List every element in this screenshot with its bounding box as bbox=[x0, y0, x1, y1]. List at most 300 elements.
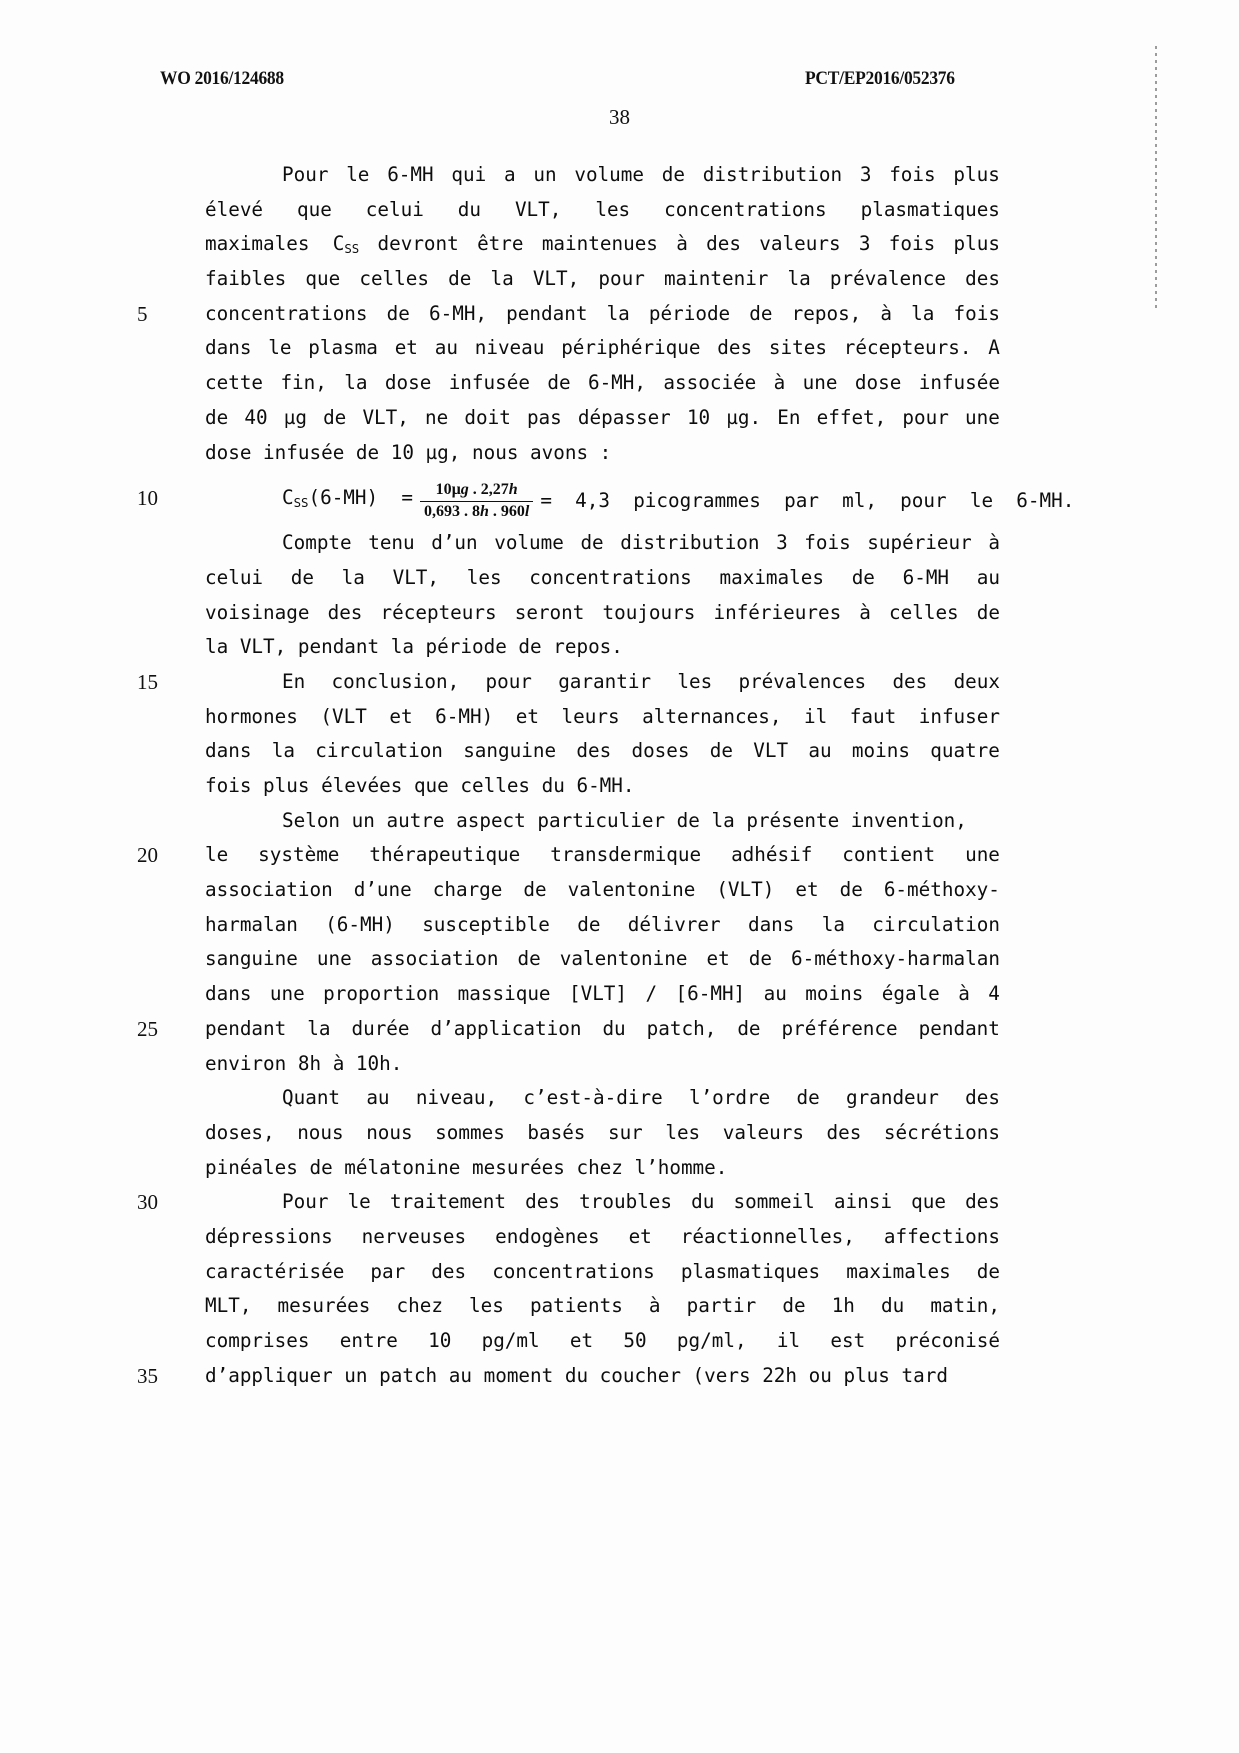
word: cette bbox=[205, 371, 264, 395]
word: la bbox=[341, 565, 365, 589]
word: pendant bbox=[205, 1016, 287, 1040]
line-number: 5 bbox=[137, 301, 148, 326]
word: dépressions bbox=[205, 1224, 333, 1248]
word: ainsi bbox=[833, 1190, 892, 1214]
word: valentonine bbox=[567, 878, 696, 902]
word: à bbox=[773, 371, 786, 395]
word: VLT, bbox=[514, 197, 562, 221]
word: la bbox=[911, 301, 935, 325]
word: plasmatiques bbox=[680, 1259, 821, 1283]
word: du bbox=[602, 1016, 626, 1040]
justified-line bbox=[205, 1116, 1000, 1151]
word: de bbox=[796, 1086, 820, 1110]
word: effet, bbox=[816, 405, 887, 429]
word: 10 bbox=[686, 405, 711, 429]
flush-line bbox=[205, 436, 1000, 471]
justified-line bbox=[205, 838, 1000, 873]
word: prévalences bbox=[738, 669, 867, 693]
line-number: 20 bbox=[137, 843, 158, 868]
text-line bbox=[205, 262, 1000, 297]
word: le bbox=[205, 843, 229, 867]
word: de bbox=[580, 531, 604, 555]
justified-line bbox=[205, 526, 1000, 561]
word: dose bbox=[384, 371, 432, 395]
text-line bbox=[205, 193, 1000, 228]
word: et bbox=[706, 947, 730, 971]
word: maximales bbox=[846, 1259, 951, 1283]
denominator-unit: l bbox=[524, 503, 530, 521]
word: Pour bbox=[282, 1190, 329, 1214]
text-line bbox=[205, 942, 1000, 977]
word: concentrations bbox=[664, 197, 827, 221]
word: prévalence bbox=[829, 267, 946, 291]
word: faut bbox=[849, 704, 897, 728]
text-line bbox=[205, 1081, 1000, 1116]
word: valeurs bbox=[759, 232, 841, 256]
word: proportion bbox=[323, 982, 440, 1006]
word: distribution bbox=[620, 531, 760, 555]
word: dans bbox=[747, 912, 795, 936]
word: celui bbox=[365, 197, 424, 221]
word: fois bbox=[888, 232, 936, 256]
word: hormones bbox=[205, 704, 298, 728]
word: voisinage bbox=[205, 600, 310, 624]
justified-line bbox=[205, 1220, 1000, 1255]
line-number: 25 bbox=[137, 1016, 158, 1041]
flush-line bbox=[205, 1151, 1000, 1186]
application-number: PCT/EP2016/052376 bbox=[805, 68, 955, 89]
word: de bbox=[290, 565, 314, 589]
fraction-denominator bbox=[420, 501, 533, 522]
word: massique bbox=[457, 982, 551, 1006]
word: préférence bbox=[781, 1016, 898, 1040]
text-line bbox=[205, 596, 1000, 631]
text-line bbox=[205, 331, 1000, 366]
justified-line bbox=[205, 734, 1000, 769]
word: une bbox=[965, 843, 1000, 867]
word: plasma bbox=[308, 336, 378, 360]
word: des bbox=[525, 1190, 560, 1214]
justified-line bbox=[205, 331, 1000, 366]
word: ne bbox=[425, 405, 449, 429]
justified-line bbox=[205, 700, 1000, 735]
word: à bbox=[880, 301, 893, 325]
word: Pour bbox=[282, 163, 329, 186]
word: à bbox=[676, 232, 688, 256]
word: VLT, bbox=[392, 565, 440, 589]
word: la bbox=[821, 912, 845, 936]
word: la bbox=[787, 267, 811, 291]
word: il bbox=[803, 704, 828, 728]
word: de bbox=[737, 1016, 761, 1040]
word: (VLT) bbox=[716, 878, 775, 902]
word: dose bbox=[854, 371, 902, 395]
word: troubles bbox=[579, 1190, 673, 1214]
word: maximales bbox=[719, 565, 824, 589]
flush-line bbox=[205, 630, 1000, 665]
word: µg. bbox=[726, 405, 762, 429]
word: 6-MH bbox=[902, 565, 950, 589]
word: et bbox=[569, 1329, 594, 1352]
word: au bbox=[366, 1086, 390, 1110]
word: de bbox=[661, 163, 685, 186]
word: de bbox=[851, 565, 875, 589]
word: pendant bbox=[918, 1016, 1000, 1040]
word: VLT, bbox=[362, 405, 409, 429]
word: doses bbox=[631, 739, 690, 763]
text-line bbox=[205, 1047, 1000, 1082]
word: des bbox=[965, 1086, 1000, 1110]
word: d’application bbox=[430, 1016, 582, 1040]
text-line bbox=[137, 1185, 1000, 1220]
text-line bbox=[137, 1012, 1000, 1047]
numerator-unit: h bbox=[508, 481, 518, 499]
word: au bbox=[763, 982, 787, 1006]
word: partir bbox=[686, 1294, 757, 1318]
word: la bbox=[271, 739, 295, 763]
word: sites bbox=[768, 336, 827, 360]
justified-line bbox=[205, 1081, 1000, 1116]
word: sanguine bbox=[463, 739, 557, 763]
word: des bbox=[965, 1190, 1000, 1214]
word: des bbox=[826, 1120, 862, 1144]
word: VLT bbox=[753, 739, 789, 763]
justified-line bbox=[205, 297, 1000, 332]
word: nous bbox=[297, 1120, 344, 1144]
word: toujours bbox=[602, 600, 696, 624]
word: endogènes bbox=[495, 1224, 600, 1248]
word: que bbox=[305, 267, 341, 291]
word: volume bbox=[574, 163, 644, 186]
word: de bbox=[839, 878, 863, 902]
formula-css: C bbox=[282, 486, 294, 510]
word: chez bbox=[396, 1294, 443, 1318]
word: circulation bbox=[872, 912, 1000, 936]
word: de bbox=[976, 1259, 1000, 1283]
word: celles bbox=[889, 600, 959, 624]
word: En bbox=[282, 669, 306, 693]
word: grandeur bbox=[846, 1086, 939, 1110]
word: 40 bbox=[244, 405, 268, 429]
justified-line bbox=[205, 401, 1000, 436]
word: la bbox=[606, 301, 630, 325]
word: la bbox=[490, 267, 514, 291]
justified-line bbox=[205, 366, 1000, 401]
justified-line bbox=[205, 1012, 1000, 1047]
word: une bbox=[269, 982, 305, 1006]
word: fois bbox=[804, 531, 851, 555]
word: que bbox=[297, 197, 332, 221]
word: du bbox=[881, 1294, 905, 1318]
text-line bbox=[205, 908, 1000, 943]
word: de bbox=[749, 301, 773, 325]
sentence: la VLT, pendant la période de repos. bbox=[205, 635, 623, 659]
word: transdermique bbox=[550, 843, 702, 867]
sentence: environ 8h à 10h. bbox=[205, 1051, 403, 1075]
word: d’un bbox=[431, 531, 478, 555]
text-line bbox=[137, 838, 1000, 873]
text-line bbox=[205, 1255, 1000, 1290]
word: à bbox=[958, 982, 970, 1006]
word: maintenir bbox=[663, 267, 769, 291]
word: de bbox=[748, 947, 772, 971]
word: une bbox=[316, 947, 352, 971]
word: faibles bbox=[205, 267, 287, 291]
word: le bbox=[347, 1190, 371, 1214]
justified-line bbox=[205, 873, 1000, 908]
word: dans bbox=[205, 739, 252, 763]
flush-line bbox=[205, 1047, 1000, 1082]
word: volume bbox=[494, 531, 564, 555]
word: les bbox=[469, 1294, 504, 1318]
word: caractérisée bbox=[205, 1259, 345, 1283]
word: 1h bbox=[831, 1294, 855, 1318]
word: de bbox=[782, 1294, 806, 1318]
text-line bbox=[205, 526, 1000, 561]
justified-line bbox=[205, 908, 1000, 943]
flush-line bbox=[205, 804, 1077, 839]
word: 50 bbox=[623, 1329, 647, 1352]
text-line bbox=[205, 158, 1000, 193]
word: distribution bbox=[702, 163, 843, 186]
word: nerveuses bbox=[361, 1224, 467, 1248]
word: de bbox=[517, 947, 541, 971]
document-body bbox=[137, 158, 1075, 1393]
word: pas bbox=[526, 405, 562, 429]
line-number: 10 bbox=[137, 486, 158, 511]
justified-line bbox=[205, 262, 1000, 297]
justified-line bbox=[205, 158, 1000, 193]
word: un bbox=[533, 163, 557, 186]
word: moins bbox=[805, 982, 864, 1006]
word: (VLT bbox=[320, 704, 367, 728]
flush-line bbox=[205, 1359, 1000, 1394]
word: la bbox=[307, 1016, 331, 1040]
word: préconisé bbox=[895, 1329, 1000, 1352]
word: au bbox=[976, 565, 1000, 589]
word: thérapeutique bbox=[369, 843, 521, 867]
word: deux bbox=[953, 669, 1000, 693]
word: niveau bbox=[474, 336, 545, 360]
text-line bbox=[205, 401, 1000, 436]
word: supérieur bbox=[867, 531, 972, 555]
word: qui bbox=[451, 163, 487, 186]
text-line bbox=[205, 734, 1000, 769]
word: de bbox=[577, 912, 601, 936]
word: affections bbox=[883, 1224, 1000, 1248]
formula-lhs-rest: (6-MH) = bbox=[308, 486, 413, 510]
word: 3 bbox=[776, 531, 788, 555]
text-line bbox=[205, 1116, 1000, 1151]
word: susceptible bbox=[422, 912, 550, 936]
formula-rhs: = 4,3 picogrammes par ml, pour le 6-MH. bbox=[540, 488, 1075, 512]
word: des bbox=[717, 336, 753, 360]
text-line bbox=[137, 1359, 1000, 1394]
word: basés bbox=[527, 1120, 586, 1144]
word: VLT, bbox=[532, 267, 580, 291]
formula-line bbox=[137, 470, 1075, 526]
word: valeurs bbox=[722, 1120, 804, 1144]
word: infuser bbox=[918, 704, 1000, 728]
numerator-unit: g bbox=[460, 481, 469, 499]
word: pour bbox=[485, 669, 532, 693]
word: MLT, bbox=[205, 1294, 252, 1318]
publication-number: WO 2016/124688 bbox=[160, 68, 284, 89]
word: quatre bbox=[930, 739, 1000, 763]
css-subscript: SS bbox=[344, 242, 360, 257]
fraction bbox=[420, 481, 533, 522]
word: délivrer bbox=[627, 912, 721, 936]
word: de bbox=[205, 405, 229, 429]
word: périphérique bbox=[561, 336, 701, 360]
word: et bbox=[795, 878, 819, 902]
word: à bbox=[988, 531, 1000, 555]
word: des bbox=[706, 232, 741, 256]
word: matin, bbox=[930, 1294, 1000, 1318]
line-number: 30 bbox=[137, 1190, 158, 1215]
word: 6-MH, bbox=[429, 301, 488, 325]
word: est bbox=[830, 1329, 866, 1352]
word: comprises bbox=[205, 1329, 310, 1352]
text-line bbox=[205, 700, 1000, 735]
word: alternances, bbox=[642, 704, 782, 728]
word: à bbox=[859, 600, 871, 624]
sentence: pinéales de mélatonine mesurées chez l’homme. bbox=[205, 1155, 728, 1179]
css-subscript: SS bbox=[293, 496, 309, 511]
word: devront bbox=[377, 232, 459, 256]
word: de bbox=[523, 878, 547, 902]
text-line bbox=[205, 561, 1000, 596]
word: une bbox=[965, 405, 1000, 429]
justified-line bbox=[205, 942, 1000, 977]
word: sommeil bbox=[733, 1190, 815, 1214]
word: associée bbox=[663, 371, 757, 395]
word: être bbox=[477, 232, 524, 256]
word: des bbox=[892, 669, 928, 693]
word: 6-MH bbox=[387, 163, 434, 186]
word: sécrétions bbox=[883, 1120, 1000, 1144]
text-line bbox=[205, 366, 1000, 401]
text-line bbox=[137, 665, 1000, 700]
word: niveau, bbox=[415, 1086, 498, 1110]
word: garantir bbox=[558, 669, 652, 693]
justified-line bbox=[205, 1289, 1000, 1324]
word: En bbox=[777, 405, 801, 429]
word: Quant bbox=[282, 1086, 341, 1110]
word: au bbox=[434, 336, 458, 360]
word: période bbox=[648, 301, 731, 325]
word: et bbox=[628, 1224, 652, 1248]
denominator-part: 0,693 . 8 bbox=[423, 503, 480, 521]
word: plasmatiques bbox=[860, 197, 1000, 221]
word: par bbox=[370, 1259, 406, 1283]
word: patients bbox=[529, 1294, 623, 1318]
justified-line bbox=[205, 977, 1000, 1012]
word: à bbox=[648, 1294, 661, 1318]
word: de bbox=[976, 600, 1000, 624]
word: 3 bbox=[859, 163, 872, 186]
word: des bbox=[576, 739, 612, 763]
word: et bbox=[394, 336, 418, 360]
text-line bbox=[205, 227, 1000, 262]
text-line bbox=[205, 1220, 1000, 1255]
word: infusée bbox=[918, 371, 1000, 395]
text-line bbox=[137, 297, 1000, 332]
word: il bbox=[776, 1329, 801, 1352]
page-header bbox=[160, 68, 955, 90]
word: et bbox=[389, 704, 413, 728]
word: les bbox=[677, 669, 713, 693]
sentence: d’appliquer un patch au moment du coucher (vers 22h ou plus tard bbox=[205, 1363, 948, 1387]
word: infusée bbox=[448, 371, 530, 395]
word: les bbox=[466, 565, 502, 589]
word: 6-méthoxy-harmalan bbox=[790, 947, 1000, 971]
line-number: 15 bbox=[137, 669, 158, 694]
word: tenu bbox=[368, 531, 415, 555]
word: celui bbox=[205, 565, 264, 589]
word: au bbox=[808, 739, 832, 763]
word: sanguine bbox=[205, 947, 298, 971]
justified-line bbox=[205, 561, 1000, 596]
word: maximales C bbox=[205, 232, 345, 256]
word: le bbox=[268, 336, 292, 360]
word: de bbox=[709, 739, 734, 763]
numerator-part: . 2,27 bbox=[468, 481, 509, 499]
text-line bbox=[205, 436, 1000, 471]
word: patch, bbox=[646, 1016, 717, 1040]
sentence: fois plus élevées que celles du 6-MH. bbox=[205, 774, 635, 797]
justified-line bbox=[205, 1324, 1000, 1359]
word: contient bbox=[842, 843, 936, 867]
word: une bbox=[802, 371, 838, 395]
word: dans bbox=[205, 982, 252, 1006]
denominator-part: . 960 bbox=[488, 503, 525, 521]
word: l’ordre bbox=[688, 1086, 771, 1110]
word: inférieures bbox=[713, 600, 842, 624]
formula-expression bbox=[205, 470, 1075, 531]
numerator-part: 10µ bbox=[435, 481, 461, 499]
word: d’une bbox=[353, 878, 412, 902]
word: réactionnelles, bbox=[680, 1224, 855, 1248]
word: les bbox=[665, 1120, 701, 1144]
fraction-numerator bbox=[432, 481, 522, 501]
word: 4 bbox=[988, 982, 1000, 1006]
word: fois bbox=[953, 301, 1000, 325]
page-number: 38 bbox=[609, 105, 630, 129]
word: mesurées bbox=[277, 1294, 371, 1318]
word: pg/ml, bbox=[676, 1329, 747, 1352]
word: association bbox=[205, 878, 333, 902]
word: du bbox=[457, 197, 481, 221]
word: celles bbox=[359, 267, 429, 291]
word: 3 bbox=[858, 232, 871, 256]
word: association bbox=[370, 947, 499, 971]
word: les bbox=[595, 197, 631, 221]
word: (6-MH) bbox=[325, 912, 395, 936]
word: / bbox=[645, 982, 658, 1006]
word: pour bbox=[598, 267, 645, 291]
formula-lhs bbox=[282, 470, 413, 531]
word: 6-MH, bbox=[587, 371, 647, 395]
word: a bbox=[503, 163, 516, 186]
word: dans bbox=[205, 336, 252, 360]
denominator-unit: h bbox=[479, 503, 489, 521]
justified-line bbox=[205, 193, 1000, 228]
word: plus bbox=[953, 163, 1000, 186]
word: 6-MH) bbox=[435, 704, 494, 728]
word: Compte bbox=[282, 531, 352, 555]
word: concentrations bbox=[205, 301, 368, 325]
